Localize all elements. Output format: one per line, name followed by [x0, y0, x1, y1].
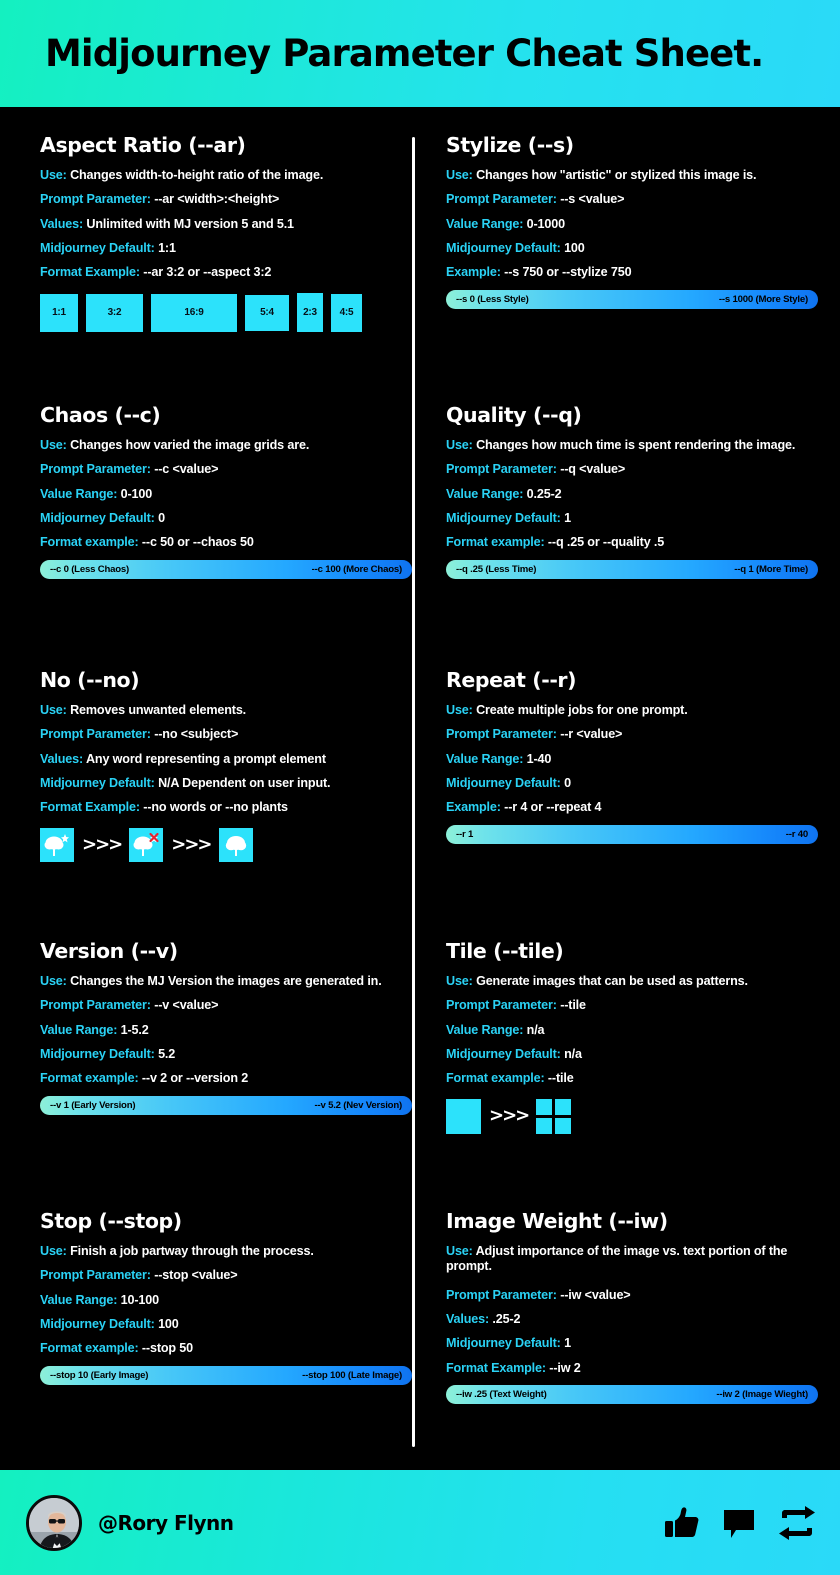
row-label: Format Example:: [40, 265, 140, 280]
detail-row: [446, 511, 818, 526]
scale-right-label: --v 5.2 (Nev Version): [314, 1099, 402, 1111]
row-label: Prompt Parameter:: [40, 192, 151, 207]
row-value: --v 2 or --version 2: [141, 1071, 249, 1086]
row-value: 0: [564, 776, 571, 791]
detail-row: [40, 1341, 412, 1356]
row-label: Use:: [40, 438, 67, 452]
grid-cell: [555, 1099, 571, 1115]
row-label: Midjourney Default:: [446, 1336, 561, 1351]
row-label: Value Range:: [446, 1022, 524, 1037]
detail-row: [40, 265, 412, 280]
row-value: Changes how "artistic" or stylized this image is.: [476, 168, 757, 182]
detail-row: [446, 192, 818, 207]
row-label: Midjourney Default:: [40, 1317, 155, 1332]
row-value: --tile: [560, 998, 586, 1013]
detail-row: [446, 265, 818, 280]
row-label: Midjourney Default:: [40, 241, 155, 256]
tree-with-crossed-star-glyph: [131, 830, 161, 860]
scale-left-label: --c 0 (Less Chaos): [50, 563, 130, 575]
row-value: 1: [564, 511, 571, 526]
row-label: Use:: [40, 1244, 67, 1258]
scale-left-label: --iw .25 (Text Weight): [456, 1389, 547, 1401]
comment-icon[interactable]: [722, 1506, 756, 1540]
detail-row: [446, 1244, 818, 1275]
detail-row: [446, 1023, 818, 1038]
section-title: Stylize (--s): [446, 133, 574, 157]
row-value: --c <value>: [154, 462, 219, 477]
section-repeat: [446, 668, 818, 844]
row-label: Value Range:: [446, 486, 524, 501]
detail-row: [40, 752, 412, 767]
section-title: Stop (--stop): [40, 1209, 182, 1233]
row-label: Use:: [446, 168, 473, 182]
detail-row: [446, 1288, 818, 1303]
scale-right-label: --r 40: [785, 828, 808, 840]
column-divider: [412, 137, 415, 1447]
detail-row: [446, 703, 818, 718]
row-value: Create multiple jobs for one prompt.: [476, 703, 688, 717]
row-value: Changes how much time is spent rendering the image.: [476, 438, 796, 452]
row-value: --r 4 or --repeat 4: [504, 800, 602, 815]
row-label: Value Range:: [40, 1022, 118, 1037]
stylize-scale-bar: [446, 290, 818, 309]
scale-left-label: --s 0 (Less Style): [456, 293, 529, 305]
section-image-weight: [446, 1209, 818, 1404]
aspect-ratio-swatch: 4:5: [331, 294, 362, 332]
row-label: Use:: [446, 974, 473, 988]
row-label: Format example:: [40, 1341, 139, 1356]
row-label: Midjourney Default:: [446, 241, 561, 256]
row-value: 0-100: [120, 486, 153, 501]
detail-row: [40, 800, 412, 815]
detail-row: [40, 217, 412, 232]
detail-row: [446, 1361, 818, 1376]
row-value: .25-2: [492, 1312, 521, 1327]
stop-scale-bar: [40, 1366, 412, 1385]
arrows-icon: >>>: [489, 1105, 529, 1127]
detail-row: [40, 1317, 412, 1332]
section-no: [40, 668, 412, 862]
row-label: Midjourney Default:: [446, 511, 561, 526]
row-label: Value Range:: [40, 486, 118, 501]
detail-row: [446, 217, 818, 232]
detail-row: [446, 535, 818, 550]
detail-row: [40, 192, 412, 207]
row-label: Prompt Parameter:: [40, 998, 151, 1013]
aspect-ratio-swatch: 5:4: [245, 295, 289, 331]
row-label: Values:: [40, 751, 84, 766]
aspect-ratio-swatch: 1:1: [40, 294, 78, 332]
detail-row: [40, 1047, 412, 1062]
row-label: Values:: [446, 1312, 490, 1327]
scale-right-label: --q 1 (More Time): [734, 563, 808, 575]
section-aspect-ratio: [40, 133, 412, 333]
detail-row: [446, 241, 818, 256]
detail-row: [40, 703, 412, 718]
row-value: --stop 50: [141, 1341, 194, 1356]
row-label: Value Range:: [40, 1292, 118, 1307]
row-label: Midjourney Default:: [446, 1047, 561, 1062]
row-value: --v <value>: [154, 998, 219, 1013]
section-stop: [40, 1209, 412, 1385]
row-label: Format example:: [40, 535, 139, 550]
grid-cell: [536, 1118, 552, 1134]
page-footer: [0, 1470, 840, 1575]
detail-row: [446, 487, 818, 502]
single-square-icon: [446, 1099, 481, 1134]
four-square-grid-icon: [536, 1099, 571, 1134]
section-title: Aspect Ratio (--ar): [40, 133, 246, 157]
detail-row: [446, 727, 818, 742]
section-title: Repeat (--r): [446, 668, 577, 692]
detail-row: [446, 1071, 818, 1086]
detail-row: [446, 752, 818, 767]
tree-with-star-glyph: [42, 830, 72, 860]
grid-cell: [555, 1118, 571, 1134]
row-value: n/a: [526, 1022, 545, 1037]
image-weight-scale-bar: [446, 1385, 818, 1404]
scale-left-label: --v 1 (Early Version): [50, 1099, 136, 1111]
detail-row: [40, 1071, 412, 1086]
no-example-icon-row: [40, 828, 412, 862]
scale-right-label: --c 100 (More Chaos): [311, 563, 402, 575]
row-value: Any word representing a prompt element: [85, 751, 326, 766]
row-value: Changes how varied the image grids are.: [70, 438, 310, 452]
tile-example-icon-row: [446, 1099, 818, 1134]
section-title: Quality (--q): [446, 403, 582, 427]
row-label: Midjourney Default:: [40, 1047, 155, 1062]
arrows-icon: >>>: [171, 833, 211, 855]
row-value: Generate images that can be used as patterns.: [476, 974, 748, 988]
row-value: --iw <value>: [560, 1287, 631, 1302]
row-value: --iw 2: [549, 1360, 581, 1375]
row-value: --s <value>: [560, 192, 625, 207]
detail-row: [446, 438, 818, 453]
scale-left-label: --r 1: [456, 828, 474, 840]
aspect-ratio-swatch: 16:9: [151, 294, 237, 332]
row-label: Format Example:: [40, 800, 140, 815]
row-value: 10-100: [120, 1292, 159, 1307]
detail-row: [40, 241, 412, 256]
aspect-ratio-swatch-row: [40, 293, 412, 333]
row-value: N/A Dependent on user input.: [158, 776, 331, 791]
detail-row: [40, 974, 412, 989]
detail-row: [40, 1293, 412, 1308]
detail-row: [446, 1312, 818, 1327]
tree-glyph: [221, 830, 251, 860]
row-value: 1:1: [158, 241, 176, 256]
section-quality: [446, 403, 818, 579]
arrows-icon: >>>: [82, 833, 122, 855]
row-label: Midjourney Default:: [40, 776, 155, 791]
row-label: Format example:: [446, 1071, 545, 1086]
detail-row: [40, 1268, 412, 1283]
row-label: Midjourney Default:: [40, 511, 155, 526]
row-value: --ar 3:2 or --aspect 3:2: [143, 265, 272, 280]
quality-scale-bar: [446, 560, 818, 579]
thumbs-up-icon[interactable]: [664, 1506, 700, 1540]
row-value: Adjust importance of the image vs. text portion of the prompt.: [446, 1244, 788, 1274]
row-value: 1: [564, 1336, 571, 1351]
row-label: Example:: [446, 265, 501, 280]
row-value: --no <subject>: [154, 727, 239, 742]
row-label: Prompt Parameter:: [446, 1287, 557, 1302]
row-label: Prompt Parameter:: [446, 192, 557, 207]
row-value: Unlimited with MJ version 5 and 5.1: [86, 216, 294, 231]
row-label: Format example:: [446, 535, 545, 550]
row-label: Use:: [446, 703, 473, 717]
detail-row: [446, 800, 818, 815]
detail-row: [40, 511, 412, 526]
row-label: Prompt Parameter:: [40, 727, 151, 742]
row-value: --tile: [547, 1071, 574, 1086]
row-label: Use:: [446, 438, 473, 452]
row-label: Prompt Parameter:: [40, 1268, 151, 1283]
page-title: Midjourney Parameter Cheat Sheet.: [45, 32, 764, 75]
detail-row: [40, 1023, 412, 1038]
row-value: --c 50 or --chaos 50: [141, 535, 254, 550]
row-value: --q <value>: [560, 462, 626, 477]
author-handle: @Rory Flynn: [98, 1510, 234, 1535]
detail-row: [446, 1336, 818, 1351]
row-label: Use:: [40, 974, 67, 988]
row-value: Finish a job partway through the process.: [70, 1244, 314, 1258]
detail-row: [40, 776, 412, 791]
row-value: --r <value>: [560, 727, 623, 742]
repost-icon[interactable]: [778, 1506, 816, 1540]
row-value: --s 750 or --stylize 750: [504, 265, 632, 280]
row-value: --q .25 or --quality .5: [547, 535, 665, 550]
content-area: [0, 107, 840, 1470]
row-value: --ar <width>:<height>: [154, 192, 280, 207]
tree-with-star-icon: [40, 828, 74, 862]
section-title: Tile (--tile): [446, 939, 564, 963]
grid-cell: [536, 1099, 552, 1115]
section-chaos: [40, 403, 412, 579]
detail-row: [40, 727, 412, 742]
detail-row: [446, 998, 818, 1013]
detail-row: [40, 487, 412, 502]
row-label: Example:: [446, 800, 501, 815]
section-title: Chaos (--c): [40, 403, 161, 427]
row-value: 1-40: [526, 751, 552, 766]
social-actions: [664, 1506, 816, 1540]
row-label: Prompt Parameter:: [446, 998, 557, 1013]
detail-row: [40, 462, 412, 477]
row-value: 0: [158, 511, 165, 526]
detail-row: [40, 168, 412, 183]
scale-left-label: --stop 10 (Early Image): [50, 1369, 149, 1381]
row-label: Use:: [40, 168, 67, 182]
aspect-ratio-swatch: 3:2: [86, 294, 143, 332]
detail-row: [40, 1244, 412, 1259]
detail-row: [446, 776, 818, 791]
detail-row: [446, 168, 818, 183]
row-value: 100: [564, 241, 585, 256]
row-label: Value Range:: [446, 216, 524, 231]
row-value: Removes unwanted elements.: [70, 703, 247, 717]
row-value: Changes the MJ Version the images are generated in.: [70, 974, 382, 988]
section-version: [40, 939, 412, 1115]
avatar-photo: [29, 1498, 82, 1551]
detail-row: [40, 998, 412, 1013]
row-label: Values:: [40, 216, 84, 231]
row-label: Midjourney Default:: [446, 776, 561, 791]
section-title: No (--no): [40, 668, 140, 692]
row-value: 100: [158, 1317, 179, 1332]
row-value: 5.2: [158, 1047, 176, 1062]
page-header: [0, 0, 840, 107]
detail-row: [446, 462, 818, 477]
section-tile: [446, 939, 818, 1134]
avatar: [26, 1495, 82, 1551]
tree-icon: [219, 828, 253, 862]
row-label: Value Range:: [446, 751, 524, 766]
chaos-scale-bar: [40, 560, 412, 579]
row-value: --no words or --no plants: [143, 800, 288, 815]
detail-row: [40, 438, 412, 453]
section-title: Version (--v): [40, 939, 178, 963]
row-value: 0-1000: [526, 216, 565, 231]
row-label: Use:: [40, 703, 67, 717]
row-value: --stop <value>: [154, 1268, 238, 1283]
row-value: n/a: [564, 1047, 582, 1062]
detail-row: [446, 1047, 818, 1062]
row-value: 1-5.2: [120, 1022, 149, 1037]
row-label: Format example:: [40, 1071, 139, 1086]
repeat-scale-bar: [446, 825, 818, 844]
row-label: Prompt Parameter:: [446, 462, 557, 477]
version-scale-bar: [40, 1096, 412, 1115]
section-stylize: [446, 133, 818, 309]
row-label: Format Example:: [446, 1360, 546, 1375]
row-label: Prompt Parameter:: [446, 727, 557, 742]
scale-right-label: --s 1000 (More Style): [718, 293, 808, 305]
tree-with-crossed-star-icon: [129, 828, 163, 862]
detail-row: [40, 535, 412, 550]
row-label: Use:: [446, 1244, 473, 1258]
scale-right-label: --stop 100 (Late Image): [302, 1369, 402, 1381]
aspect-ratio-swatch: 2:3: [297, 293, 323, 332]
scale-right-label: --iw 2 (Image Wieght): [716, 1389, 808, 1401]
row-label: Prompt Parameter:: [40, 462, 151, 477]
scale-left-label: --q .25 (Less Time): [456, 563, 537, 575]
row-value: Changes width-to-height ratio of the image.: [70, 168, 324, 182]
section-title: Image Weight (--iw): [446, 1209, 668, 1233]
row-value: 0.25-2: [526, 486, 562, 501]
detail-row: [446, 974, 818, 989]
